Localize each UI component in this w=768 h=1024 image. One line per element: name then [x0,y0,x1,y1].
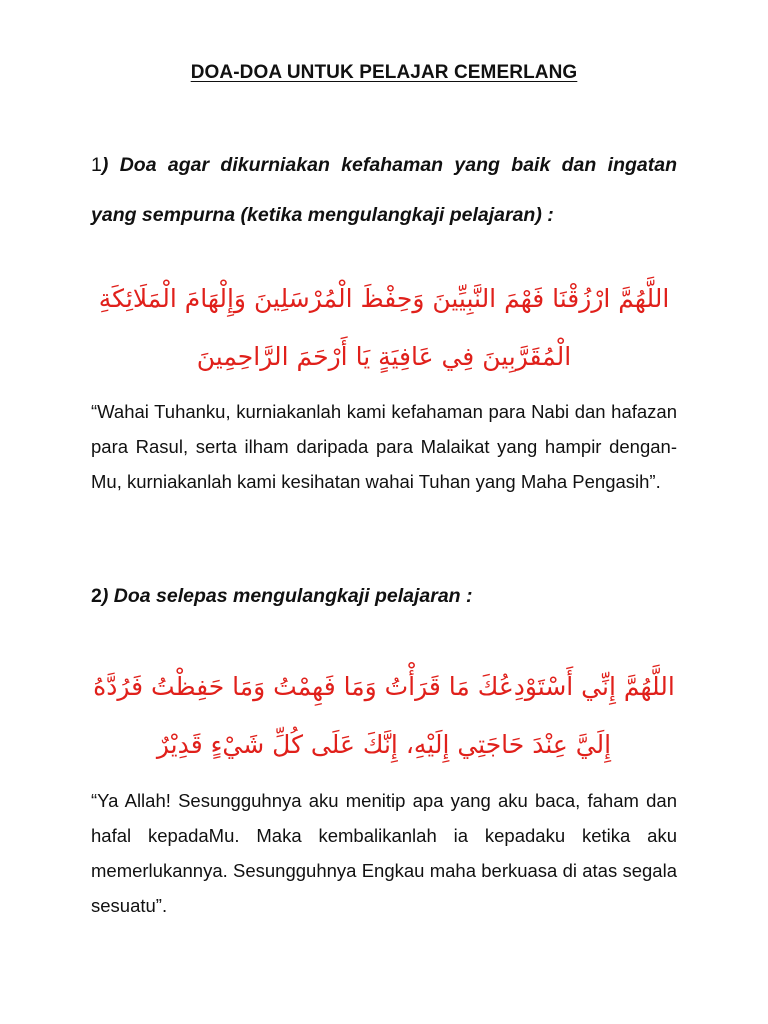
section-1-translation: “Wahai Tuhanku, kurniakanlah kami kefahaman para Nabi dan hafazan para Rasul, serta ilham daripada para Malaikat yang hampir dengan-Mu, kurniakanlah kami kesihatan wahai Tuhan yang Maha Pengasih”. [91,401,677,492]
section-1-number: 1 [91,154,102,176]
section-1-arabic-prayer [91,270,677,386]
section-1-arabic-line-1: اللَّهُمَّ ارْزُقْنَا فَهْمَ النَّبِيِّينَ وَحِفْظَ الْمُرْسَلِينَ وَإِلْهَامَ الْمَلَائِكَةِ [98,284,670,313]
section-2-heading [91,571,677,621]
section-1-heading [91,140,677,240]
section-2-number: 2 [91,585,102,607]
section-1-arabic-line-2: الْمُقَرَّبِينَ فِي عَافِيَةٍ يَا أَرْحَمَ الرَّاحِمِينَ [196,342,572,371]
section-2-arabic-prayer [91,658,677,774]
section-2-translation: “Ya Allah! Sesungguhnya aku menitip apa yang aku baca, faham dan hafal kepadaMu. Maka kembalikanlah ia kepadaku ketika aku memerlukannya. Sesungguhnya Engkau maha berkuasa di atas segala sesuatu”. [91,790,677,916]
section-2-heading-text: ) Doa selepas mengulangkaji pelajaran : [101,585,473,607]
page-title: DOA-DOA UNTUK PELAJAR CEMERLANG [190,62,578,83]
section-2-arabic-line-1: اللَّهُمَّ إِنِّي أَسْتَوْدِعُكَ مَا قَرَأْتُ وَمَا فَهِمْتُ وَمَا حَفِظْتُ فَرُدَّهُ [93,672,675,701]
section-1-heading-text: ) Doa agar dikurniakan kefahaman yang baik dan ingatan yang sempurna (ketika mengulangkaji pelajaran) : [91,154,677,226]
section-2-arabic-line-2: إِلَيَّ عِنْدَ حَاجَتِي إِلَيْهِ، إِنَّكَ عَلَى كُلِّ شَيْءٍ قَدِيْرٌ [156,730,612,759]
